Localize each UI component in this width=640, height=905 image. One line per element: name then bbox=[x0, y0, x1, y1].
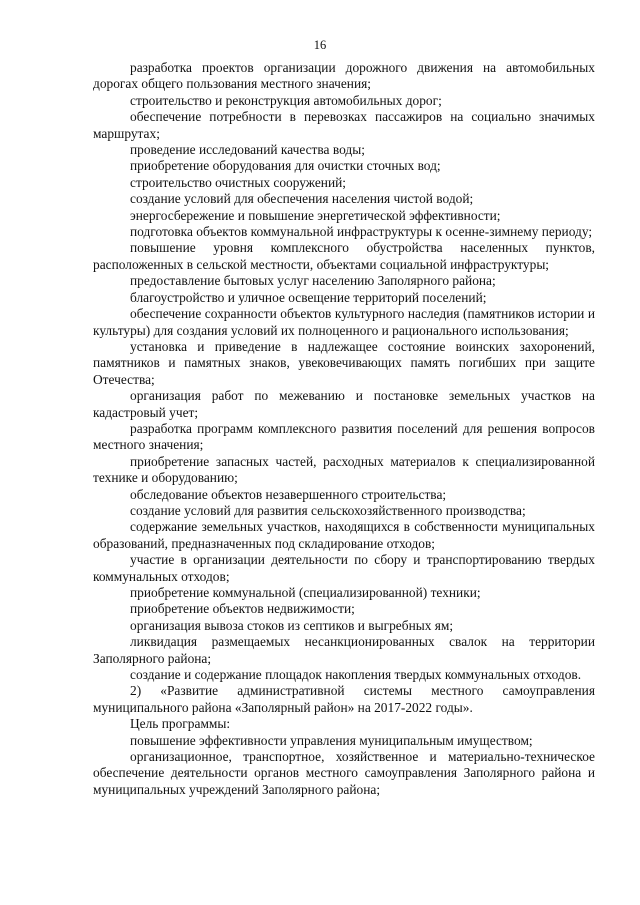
paragraph: повышение уровня комплексного обустройства населенных пунктов, расположенных в сельской местности, объектами социальной инфраструктуры; bbox=[93, 240, 595, 272]
paragraph: строительство и реконструкция автомобильных дорог; bbox=[130, 92, 442, 108]
paragraph: участие в организации деятельности по сбору и транспортированию твердых коммунальных отходов; bbox=[93, 552, 595, 584]
paragraph: энергосбережение и повышение энергетической эффективности; bbox=[130, 207, 501, 223]
paragraph: приобретение коммунальной (специализированной) техники; bbox=[130, 585, 481, 600]
paragraph: предоставление бытовых услуг населению Заполярного района; bbox=[130, 273, 496, 289]
paragraph: создание условий для развития сельскохозяйственного производства; bbox=[130, 502, 526, 518]
document-body bbox=[93, 60, 595, 798]
paragraph: приобретение объектов недвижимости; bbox=[130, 601, 355, 617]
paragraph: обеспечение потребности в перевозках пассажиров на социально значимых маршрутах; bbox=[93, 109, 595, 141]
paragraph: организация вывоза стоков из септиков и выгребных ям; bbox=[130, 617, 454, 633]
paragraph: строительство очистных сооружений; bbox=[130, 174, 347, 190]
paragraph: благоустройство и уличное освещение территорий поселений; bbox=[130, 289, 487, 305]
paragraph: установка и приведение в надлежащее состояние воинских захоронений, памятников и памятных знаков, увековечивающих память погибших при защите Отечества; bbox=[93, 338, 595, 387]
program-goal-label: Цель программы: bbox=[130, 716, 231, 732]
paragraph: обследование объектов незавершенного строительства; bbox=[130, 486, 447, 502]
paragraph: приобретение запасных частей, расходных материалов к специализированной технике и оборудованию; bbox=[93, 453, 595, 486]
page-number: 16 bbox=[313, 38, 327, 52]
paragraph: содержание земельных участков, находящихся в собственности муниципальных образований, предназначенных под складирование отходов; bbox=[93, 519, 595, 551]
paragraph: подготовка объектов коммунальной инфраструктуры к осенне-зимнему периоду; bbox=[130, 224, 593, 240]
paragraph: разработка программ комплексного развития поселений для решения вопросов местного значения; bbox=[93, 420, 595, 453]
paragraph: организационное, транспортное, хозяйственное и материально-техническое обеспечение деятельности органов местного самоуправления Заполярного района и муниципальных учреждений Заполярного района; bbox=[93, 749, 595, 797]
paragraph: разработка проектов организации дорожного движения на автомобильных дорогах общего пользования местного значения; bbox=[93, 60, 595, 92]
paragraph: организация работ по межеванию и постановке земельных участков на кадастровый учет; bbox=[93, 388, 595, 420]
paragraph: ликвидация размещаемых несанкционированных свалок на территории Заполярного района; bbox=[93, 634, 595, 666]
paragraph: проведение исследований качества воды; bbox=[130, 142, 365, 158]
paragraph: создание и содержание площадок накопления твердых коммунальных отходов. bbox=[130, 667, 582, 683]
paragraph: повышение эффективности управления муниципальным имуществом; bbox=[130, 732, 533, 748]
program-heading: 2) «Развитие административной системы местного самоуправления муниципального района «Заполярный район» на 2017-2022 годы». bbox=[93, 683, 595, 715]
paragraph: создание условий для обеспечения населения чистой водой; bbox=[130, 191, 474, 207]
paragraph: обеспечение сохранности объектов культурного наследия (памятников истории и культуры) для создания условий их полноценного и рационального использования; bbox=[93, 306, 595, 338]
paragraph: приобретение оборудования для очистки сточных вод; bbox=[130, 158, 441, 174]
